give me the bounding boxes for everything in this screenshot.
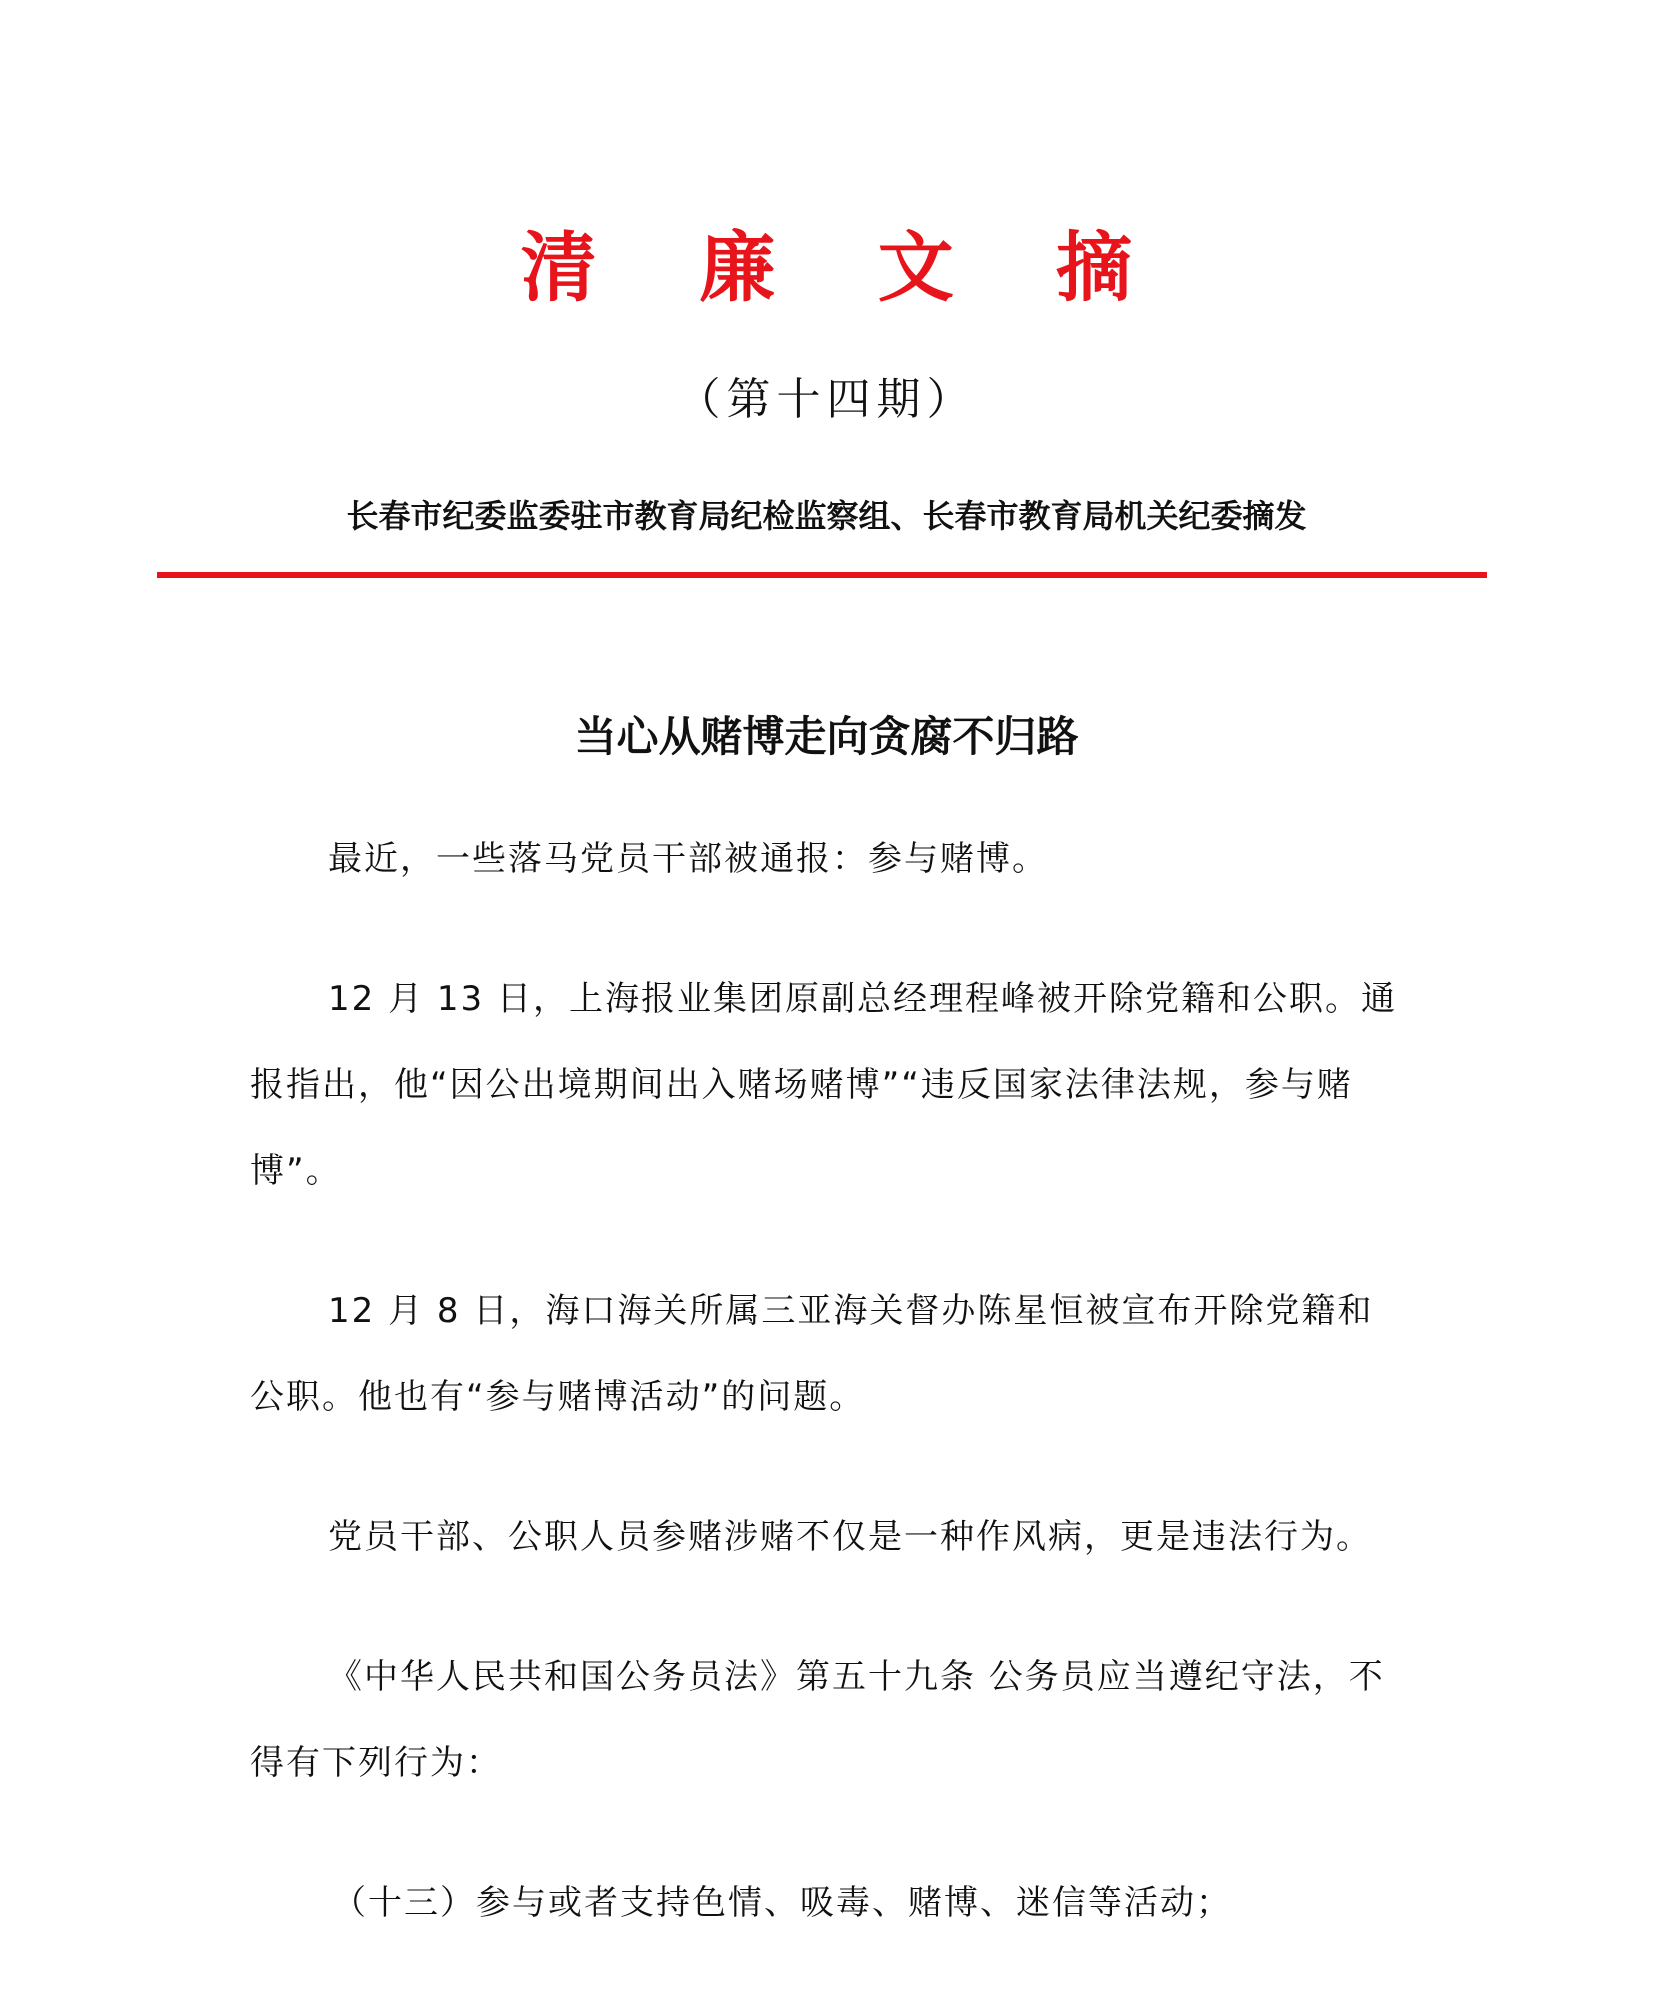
article-body — [250, 816, 1400, 2000]
masthead-title: 清 廉 文 摘 — [520, 223, 1171, 312]
article-paragraph: 最近，一些落马党员干部被通报：参与赌博。 — [328, 839, 1048, 879]
article-paragraph: （十三）参与或者支持色情、吸毒、赌博、迷信等活动； — [332, 1883, 1232, 1923]
article-paragraph: 12 月 8 日，海口海关所属三亚海关督办陈星恒被宣布开除党籍和公职。他也有“参与赌博活动”的问题。 — [250, 1291, 1374, 1417]
issue-number: （第十四期） — [676, 374, 977, 425]
article-paragraph: 《中华人民共和国公务员法》第五十九条 公务员应当遵纪守法，不得有下列行为： — [250, 1657, 1385, 1783]
article-title: 当心从赌博走向贪腐不归路 — [574, 712, 1079, 761]
article-paragraph: 12 月 13 日，上海报业集团原副总经理程峰被开除党籍和公职。通报指出，他“因公出境期间出入赌场赌博”“违反国家法律法规，参与赌博”。 — [250, 979, 1397, 1191]
header-divider — [157, 572, 1487, 578]
publisher-line: 长春市纪委监委驻市教育局纪检监察组、长春市教育局机关纪委摘发 — [346, 497, 1307, 535]
article-paragraph: 党员干部、公职人员参赌涉赌不仅是一种作风病，更是违法行为。 — [328, 1517, 1372, 1557]
